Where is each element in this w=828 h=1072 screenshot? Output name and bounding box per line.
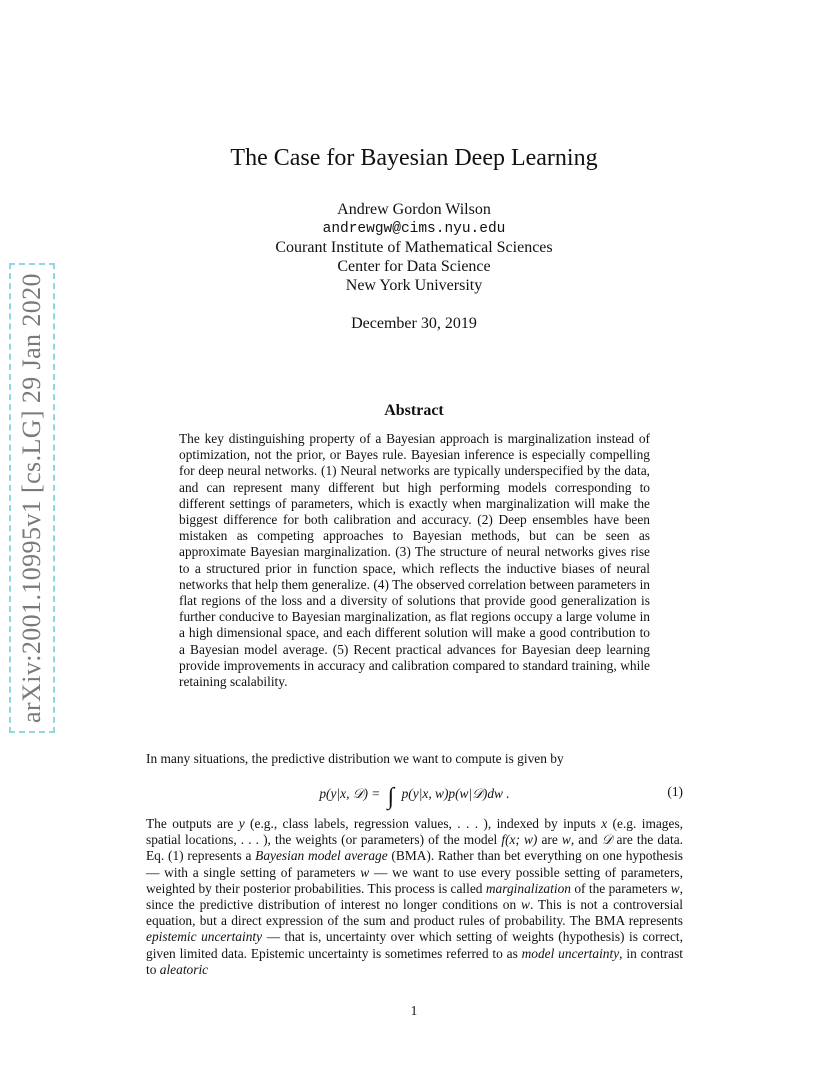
math-variable: w <box>561 832 571 848</box>
paper-title: The Case for Bayesian Deep Learning <box>230 145 598 171</box>
equation-number: (1) <box>667 784 683 799</box>
text-segment: are the data. Eq. (1) represents a <box>146 832 683 864</box>
equation-rhs: p(y|x, w)p(w|𝒟)dw . <box>401 786 510 801</box>
arxiv-identifier: arXiv:2001.10995v1 [cs.LG] 29 Jan 2020 <box>17 273 46 723</box>
text-segment: . This is not a controversial equation, but a direct expression of the sum and product rules of probability. The BMA represents <box>146 897 683 929</box>
author-affiliation-university: New York University <box>345 277 483 294</box>
text-segment: (e.g. images, spatial locations, . . . ), the weights (or parameters) of the model <box>146 816 684 848</box>
math-variable: w <box>670 880 680 896</box>
text-segment: (e.g., class labels, regression values, . . . ), indexed by inputs <box>244 816 602 831</box>
emphasis-term: epistemic uncertainty <box>146 929 263 945</box>
body-paragraph <box>146 816 683 978</box>
equation-lhs: p(y|x, 𝒟) = <box>319 786 381 801</box>
math-variable: y <box>238 816 245 831</box>
text-segment: , and <box>570 832 602 848</box>
emphasis-term: Bayesian model average <box>255 848 388 864</box>
paper-date: December 30, 2019 <box>351 315 477 332</box>
equation-body <box>146 784 683 811</box>
author-affiliation-center: Center for Data Science <box>337 258 491 275</box>
author-affiliation-institute: Courant Institute of Mathematical Sciences <box>275 239 553 256</box>
emphasis-term: aleatoric <box>159 961 209 977</box>
text-segment: The outputs are <box>146 816 239 831</box>
text-segment: — we want to use every possible setting of parameters, weighted by their posterior probabilities. This process is called <box>146 864 683 896</box>
page-number: 1 <box>410 1003 418 1018</box>
author-email: andrewgw@cims.nyu.edu <box>322 221 506 237</box>
math-expression: f(x; w) <box>501 832 538 848</box>
text-segment: , in contrast to <box>146 945 683 977</box>
author-name: Andrew Gordon Wilson <box>337 201 491 218</box>
integral-symbol: ∫ <box>387 784 395 810</box>
math-variable: w <box>521 897 530 913</box>
arxiv-stamp <box>9 263 55 733</box>
intro-sentence: In many situations, the predictive distribution we want to compute is given by <box>146 751 564 766</box>
math-variable: w <box>360 864 370 880</box>
text-segment: of the parameters <box>570 880 671 896</box>
emphasis-term: model uncertainty <box>521 945 620 961</box>
emphasis-term: marginalization <box>485 880 571 896</box>
text-segment: , since the predictive distribution of interest no longer conditions on <box>146 880 684 913</box>
text-segment: — that is, uncertainty over which setting of weights (hypothesis) is correct, given limited data. Epistemic uncertainty is sometimes referred to as <box>146 929 683 961</box>
text-segment: are <box>537 832 562 848</box>
abstract-text: The key distinguishing property of a Bayesian approach is marginalization instead of optimization, not the prior, or Bayes rule. Bayesian inference is especially compelling for deep neural networks. (1) Neural networks are typically underspecified by the data, and can represent many different but high performing models corresponding to different settings of parameters, which is exactly when marginalization will make the biggest difference for both calibration and accuracy. (2) Deep ensembles have been mistaken as competing approaches to Bayesian methods, but can be seen as approximate Bayesian marginalization. (3) The structure of neural networks gives rise to a structured prior in function space, which reflects the inductive biases of neural networks that help them generalize. (4) The observed correlation between parameters in flat regions of the loss and a diversity of solutions that provide good generalization is further conducive to Bayesian marginalization, as flat regions occupy a large volume in a high dimensional space, and each different solution will make a good contribution to a Bayesian model average. (5) Recent practical advances for Bayesian deep learning provide improvements in accuracy and calibration compared to standard training, while retaining scalability. <box>179 431 650 690</box>
text-segment: (BMA). Rather than bet everything on one hypothesis — with a single setting of parameters <box>146 848 683 880</box>
math-variable: x <box>601 816 608 831</box>
abstract-heading: Abstract <box>384 402 444 419</box>
math-variable: 𝒟 <box>601 832 613 848</box>
equation-1 <box>146 780 683 808</box>
